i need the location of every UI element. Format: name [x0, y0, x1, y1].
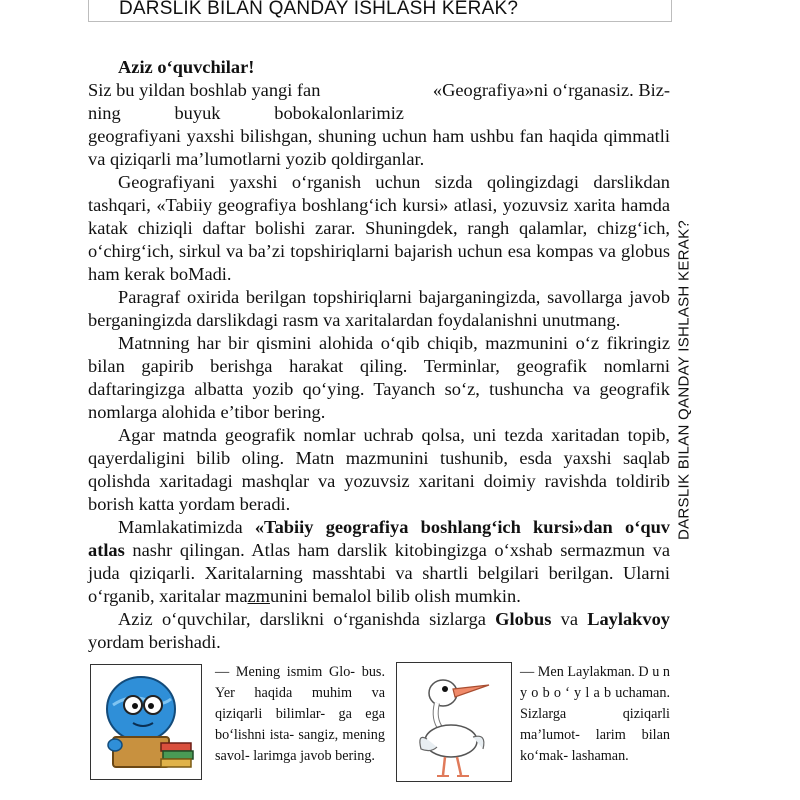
page-title: DARSLIK BILAN QANDAY ISHLASH KERAK? [119, 0, 519, 19]
p6-text-a: Mamlakatimizda [118, 517, 255, 537]
paragraph-6 [88, 516, 670, 608]
paragraph-1-line-1 [88, 79, 670, 102]
paragraph-1-line-2 [88, 102, 404, 125]
characters-row [88, 660, 670, 790]
p6-atlas-title: «Tabiiy geografiya boshlang‘ich kursi»dan o‘quv atlas [88, 517, 670, 560]
p1-line1-left: Siz bu yildan boshlab yangi fan [88, 80, 321, 100]
body-text [88, 56, 670, 654]
p1-word-1: ning [88, 103, 121, 123]
globus-illustration [90, 664, 202, 780]
laylak-caption: — Men Laylakman. D u n y o b o ‘ y l a b uchaman. Sizlarga qiziqarli ma’lumot- larim bilan ko‘mak- lashaman. [520, 664, 670, 764]
paragraph-5: Agar matnda geografik nomlar uchrab qolsa, uni tezda xaritadan topib, qayerdaligini bilib oling. Matn mazmunini tushunib, esda yaxshi saqlab qolishda xaritadagi mashqlar va yozuvsiz xaritani doimiy ravishda toldirib borish katta yordam beradi. [88, 425, 670, 514]
stork-icon [397, 663, 511, 781]
p7-text-b: va [551, 609, 588, 629]
p1-word-2: buyuk [174, 103, 221, 123]
p6-underlined: zm [247, 586, 270, 606]
p7-text-a: Aziz o‘quvchilar, darslikni o‘rganishda sizlarga [118, 609, 496, 629]
globus-caption: — Mening ismim Glo- bus. Yer haqida muhim va qiziqarli bilimlar- ga ega bo‘lishni ista- sangiz, mening savol- larimga javob bering. [215, 664, 385, 764]
side-title-text: DARSLIK BILAN QANDAY ISHLASH KERAK? [675, 219, 693, 541]
p6-text-c: unini bemalol bilib olish mumkin. [269, 586, 521, 606]
greeting: Aziz o‘quvchilar! [118, 57, 255, 77]
p6-text-b: nashr qilingan. Atlas ham darslik kitobingizga o‘xshab sermazmun va juda qiziqarli. Xaritalarning masshtabi va shartli belgilari berilgan. Ularni o‘rganib, xaritalar ma [88, 540, 670, 606]
paragraph-1-rest: geografiyani yaxshi bilishgan, shuning uchun ham ushbu fan haqida qimmatli va qiziqarli ma’lumotlarni yozib qoldirganlar. [88, 126, 670, 169]
paragraph-2: Geografiyani yaxshi o‘rganish uchun sizda qolingizdagi darslikdan tashqari, «Tabiiy geografiya boshlang‘ich kursi» atlasi, yozuvsiz xarita hamda katak chiziqli daftar bolishi zarar. Shuningdek, rangh qalamlar, chizg‘ich, o‘chirg‘ich, sirkul va ba’zi topshiriqlarni bajarish uchun esa kompas va globus ham kerak boMadi. [88, 172, 670, 284]
laylakvoy-name: Laylakvoy [587, 609, 670, 629]
header-box [88, 0, 672, 22]
p7-text-c: yordam berishadi. [88, 632, 221, 652]
paragraph-4: Matnning har bir qismini alohida o‘qib chiqib, mazmunini o‘z fikringiz bilan gapirib berishga harakat qiling. Terminlar, geografik nomlarni daftaringizga albatta yozib qo‘ying. Tayanch so‘z, tushuncha va geografik nomlarga alohida e’tibor bering. [88, 333, 670, 422]
p1-word-3: bobokalonlarimiz [274, 103, 404, 123]
paragraph-7 [88, 608, 670, 654]
globus-name: Globus [495, 609, 552, 629]
p1-line1-right: «Geografiya»ni o‘rganasiz. Biz- [432, 80, 670, 100]
globus-icon [91, 665, 201, 779]
paragraph-3: Paragraf oxirida berilgan topshiriqlarni bajarganingizda, savollarga javob berganingizda darslikdagi rasm va xaritalardan foydalanishni unutmang. [88, 287, 670, 330]
laylak-illustration [396, 662, 512, 782]
